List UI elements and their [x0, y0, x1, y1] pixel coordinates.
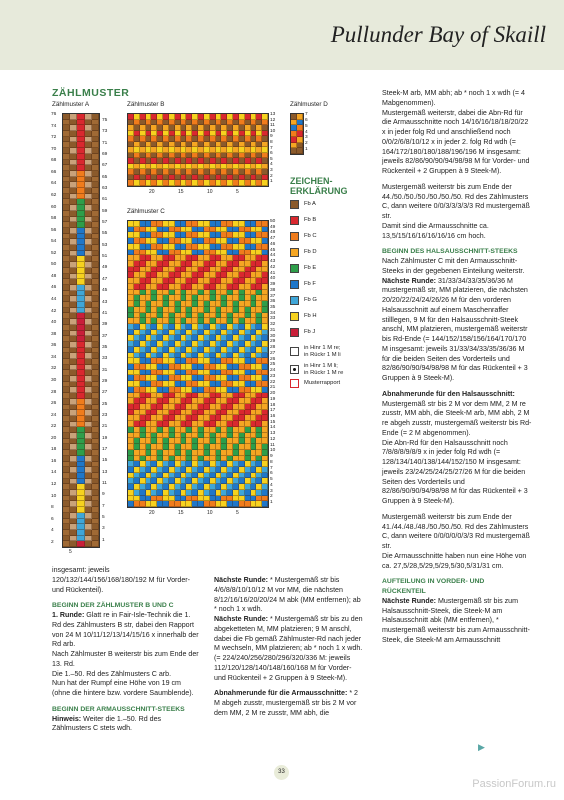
axis-number: 30	[51, 377, 57, 383]
paragraph: Die Armausschnitte haben nun eine Höhe von ca. 27,5/28,5/29,5/29,5/30,5/31/31 cm.	[382, 551, 527, 570]
paragraph: Abnahmerunde für die Armausschnitte: * 2 M abgeh zusstr, mustergemäß str bis 2 M vor dem MM, 2 M re zusstr, MM abh, die	[214, 689, 359, 717]
axis-number: 75	[102, 118, 108, 123]
axis-number: 50	[270, 219, 276, 224]
axis-number: 46	[51, 285, 57, 291]
paragraph: Die 1.–50. Rd des Zählmusters C arb.	[52, 669, 172, 678]
axis-number: 40	[270, 276, 276, 282]
repeat-frame-icon	[290, 379, 299, 388]
axis-number: 7	[102, 503, 105, 509]
axis-number: 47	[102, 276, 108, 282]
axis-number: 61	[102, 197, 108, 203]
axis-number: 4	[51, 528, 54, 534]
axis-number: 6	[51, 516, 54, 522]
legend-label: Fb E	[304, 265, 317, 272]
label-chart-d: Zählmuster D	[290, 101, 328, 108]
color-swatch-icon	[290, 200, 299, 209]
legend-item	[290, 264, 316, 273]
legend-label: Fb D	[304, 249, 317, 256]
axis-number: 15	[270, 419, 276, 425]
axis-number: 58	[51, 216, 57, 222]
legend-label: Fb A	[304, 201, 316, 208]
axis-number: 71	[102, 140, 108, 146]
axis-number: 57	[102, 220, 108, 226]
axis-number: 20	[270, 391, 276, 397]
axis-number: 13	[102, 469, 108, 475]
axis-number: 8	[51, 505, 54, 511]
text-column-2	[214, 576, 364, 725]
axis-number: 5	[270, 477, 273, 483]
chart-c-grid	[127, 220, 269, 508]
axis-number: 43	[270, 259, 276, 265]
axis-number: 29	[270, 339, 276, 345]
axis-number: 6	[305, 117, 308, 123]
axis-number: 51	[102, 254, 108, 260]
legend-item	[290, 248, 317, 257]
axis-number: 23	[270, 373, 276, 379]
color-swatch-icon	[290, 280, 299, 289]
legend-label: Fb F	[304, 281, 316, 288]
axis-number: 31	[102, 367, 108, 373]
axis-number: 7	[305, 112, 308, 117]
chart-b-row-numbers	[270, 113, 275, 185]
axis-number: 33	[270, 316, 276, 322]
axis-number: 1	[102, 537, 105, 543]
heading-aufteilung: AUFTEILUNG IN VORDER- UND RÜCKENTEIL	[382, 578, 485, 595]
axis-number: 5	[305, 123, 308, 129]
color-swatch-icon	[290, 216, 299, 225]
axis-number: 62	[51, 192, 57, 198]
paragraph: Nach Zählmuster C mit den Armausschnitt-Steeks in der gegebenen Einteilung weiterstr.	[382, 257, 525, 275]
axis-number: 54	[51, 239, 57, 245]
axis-number: 7	[270, 465, 273, 471]
axis-number: 20	[149, 189, 155, 195]
axis-number: 8	[270, 139, 273, 145]
axis-number: 15	[102, 458, 108, 464]
axis-number: 50	[51, 262, 57, 268]
axis-number: 12	[270, 117, 276, 123]
axis-number: 2	[270, 494, 273, 500]
axis-number: 37	[270, 293, 276, 299]
axis-number: 11	[102, 481, 107, 486]
paragraph: Steek-M arb, MM abh; ab * noch 1 x wdh (= 4 Mabgenommen).	[382, 89, 525, 107]
axis-number: 27	[102, 390, 108, 396]
axis-number: 27	[270, 350, 276, 356]
axis-number: 9	[270, 454, 273, 460]
axis-number: 13	[270, 431, 276, 437]
axis-number: 10	[207, 510, 213, 516]
axis-number: 63	[102, 186, 108, 192]
empty-square-icon	[290, 347, 299, 356]
paragraph: Nächste Runde: Mustergemäß str bis zum Halsausschnitt-Steek, die Steek-M am Halsausschnitt abk (MM entfernen), * mustergemäß weiterstr bis zum Armausschnitt-Steek, die Steek-M am Armausschnitt	[382, 596, 530, 644]
axis-number: 20	[51, 435, 57, 441]
chart-b-grid	[127, 113, 269, 187]
chart-a-row-numbers-right	[102, 119, 107, 544]
page-number: 33	[274, 765, 289, 780]
axis-number: 5	[236, 510, 239, 516]
continue-arrow-icon: ▶	[478, 742, 485, 752]
axis-number: 12	[51, 482, 57, 487]
section-title-zaehlmuster: ZÄHLMUSTER	[52, 87, 130, 99]
axis-number: 72	[51, 135, 57, 141]
legend-title: ZEICHEN- ERKLÄRUNG	[290, 176, 348, 196]
axis-number: 32	[51, 366, 57, 372]
axis-number: 66	[51, 169, 57, 175]
axis-number: 3	[270, 167, 273, 173]
label-chart-b: Zählmuster B	[127, 101, 165, 108]
chart-a-col-number: 5	[69, 549, 72, 555]
axis-number: 34	[270, 310, 276, 316]
axis-number: 6	[270, 151, 273, 157]
chart-d-grid	[290, 113, 304, 155]
paragraph: Nun hat der Rumpf eine Höhe von 19 cm (ohne die hintere bzw. vordere Saumblende).	[52, 679, 194, 697]
axis-number: 34	[51, 354, 57, 360]
axis-number: 48	[270, 230, 276, 236]
axis-number: 14	[270, 425, 276, 431]
axis-number: 1	[270, 499, 273, 505]
paragraph: Damit sind die Armausschnitte ca. 13,5/15/16/16/16/16/16 cm hoch.	[382, 221, 489, 240]
axis-number: 73	[102, 129, 108, 135]
axis-number: 24	[51, 412, 57, 418]
axis-number: 28	[51, 389, 57, 395]
axis-number: 5	[236, 189, 239, 195]
axis-number: 17	[102, 446, 108, 452]
axis-number: 2	[305, 141, 308, 147]
heading-zaehlmuster-b-c: BEGINN DER ZÄHLMUSTER B UND C	[52, 602, 174, 610]
axis-number: 16	[51, 458, 57, 464]
legend-item	[290, 328, 315, 337]
axis-number: 9	[270, 134, 273, 140]
legend-label: Fb J	[304, 329, 316, 336]
axis-number: 42	[270, 264, 276, 270]
axis-number: 35	[270, 305, 276, 311]
chart-d-row-numbers	[305, 113, 308, 153]
axis-number: 39	[270, 282, 276, 288]
page-title: Pullunder Bay of Skaill	[330, 22, 546, 47]
axis-number: 29	[102, 378, 108, 384]
axis-number: 4	[270, 162, 273, 168]
paragraph: Nächste Runde: * Mustergemäß str bis zu den abgeketteten M, MM platzieren; 9 M anschl, dabei die Fb gemäß Zählmuster-Rd nach jeder M wechseln, MM platzieren; ab * noch 1 x wdh. (= 224/240/256/280/296/320/336 M: jeweils 112/120/128/140/148/160/168 M für Vorder- und Rückenteil + 2 Gruppen à 9 Steek-M).	[214, 615, 363, 682]
legend-item	[290, 232, 317, 241]
axis-number: 43	[102, 299, 108, 305]
axis-number: 2	[270, 173, 273, 179]
axis-number: 13	[270, 112, 276, 117]
paragraph: Mustergemäß weiterstr bis zum Ende der 44./50./50./50./50./50./50. Rd des Zählmusters C, dann weitere 0/0/3/3/3/3/3 Rd mustergemäß str.	[382, 182, 530, 220]
paragraph: Hinweis: Weiter die 1.–50. Rd des Zählmusters C stets wdh.	[52, 714, 162, 733]
dot-square-icon	[290, 365, 299, 374]
chart-c-row-numbers	[270, 220, 275, 506]
paragraph: Mustergemäß weiterstr, dabei die Abn-Rd für die Armausschnitte noch 14/16/16/18/18/20/22 x in jeder folg Rd und anschließend noch 0/0/2/6/8/10/12 x in jeder 2. folg Rd wdh (= 164/172/180/180/188/196/196 M insgesamt: jeweils 82/86/90/90/94/98/98 M für Vorder- und Rückenteil + 2 Gruppen à 9 Steek-M).	[382, 108, 530, 175]
legend-symbol-purl: in Hinr 1 M li; in Rückr 1 M re	[290, 363, 343, 376]
axis-number: 45	[102, 288, 108, 294]
chart-c-col-numbers	[127, 510, 267, 518]
paragraph: Mustergemäß weiterstr bis zum Ende der 41./44./48./48./50./50./50. Rd des Zählmusters C, dann weitere 0/0/0/0/0/3/3 Rd mustergemäß str.	[382, 512, 530, 550]
axis-number: 15	[178, 189, 184, 195]
legend-label: Fb G	[304, 297, 317, 304]
axis-number: 32	[270, 322, 276, 328]
axis-number: 11	[270, 123, 275, 129]
axis-number: 23	[102, 412, 108, 418]
heading-armausschnitt-steeks: BEGINN DER ARMAUSSCHNITT-STEEKS	[52, 705, 185, 713]
axis-number: 5	[270, 156, 273, 162]
axis-number: 3	[305, 135, 308, 141]
axis-number: 15	[178, 510, 184, 516]
axis-number: 7	[270, 145, 273, 151]
axis-number: 55	[102, 231, 108, 237]
axis-number: 46	[270, 241, 276, 247]
axis-number: 59	[102, 208, 108, 214]
axis-number: 44	[270, 253, 276, 259]
axis-number: 17	[270, 408, 276, 414]
axis-number: 53	[102, 242, 108, 248]
axis-number: 18	[51, 447, 57, 453]
paragraph: 1. Runde: Glatt re in Fair-Isle-Technik die 1. Rd des Zählmusters B str, dabei den Rapport von 24 M 10/11/12/13/14/15/16 x innerhalb der Rd arb.	[52, 611, 199, 649]
axis-number: 65	[102, 174, 108, 180]
axis-number: 21	[102, 424, 108, 430]
axis-number: 49	[102, 265, 108, 271]
axis-number: 20	[149, 510, 155, 516]
axis-number: 19	[102, 435, 108, 441]
axis-number: 2	[51, 539, 54, 545]
chart-b-col-numbers	[127, 189, 267, 197]
paragraph: Abnahmerunde für den Halsausschnitt: Mustergemäß str bis 2 M vor dem MM, 2 M re zusstr, MM abh, die Steek-M arb, MM abh, 2 M re abgeh zusstr, mustergemäß weiterstr bis Rd-Ende (= 2 M abgenommen).	[382, 389, 532, 437]
paragraph: insgesamt: jeweils 120/132/144/156/168/180/192 M für Vorder- und Rückenteil).	[52, 566, 191, 594]
axis-number: 48	[51, 273, 57, 279]
axis-number: 52	[51, 250, 57, 256]
axis-number: 10	[207, 189, 213, 195]
axis-number: 3	[270, 488, 273, 494]
legend-item	[290, 200, 316, 209]
axis-number: 10	[270, 448, 276, 454]
axis-number: 25	[270, 362, 276, 368]
paragraph: Nach Zählmuster B weiterstr bis zum Ende der 13. Rd.	[52, 650, 199, 668]
color-swatch-icon	[290, 232, 299, 241]
axis-number: 76	[51, 112, 57, 117]
paragraph: Nächste Runde: 31/33/34/33/35/36/36 M mustergemäß str, MM platzieren, die nächsten 20/20/22/24/24/26/26 M für den vorderen Halsausschnitt auf einem Maschenraffer stilllegen, 9 M für den Halsausschnitt-Steek anschl, MM platzieren, mustergemäß weiterstr bis Rd-Ende (= 144/152/158/156/164/170/170 M insgesamt: jeweils 31/33/34/33/35/36/36 M für die beiden Seiten des Vorderteils und 82/86/90/90/94/98/98 M für das Rückenteil + 3 Gruppen à 9 Steek-M).	[382, 276, 528, 382]
axis-number: 69	[102, 152, 108, 158]
axis-number: 31	[270, 327, 276, 333]
axis-number: 1	[305, 147, 308, 153]
paragraph: Die Abn-Rd für den Halsausschnitt noch 7/8/8/8/9/8/9 x in jeder folg Rd wdh (= 128/134/140/138/144/152/150 M insgesamt: jeweils 23/24/25/24/25/27/26 M für die beiden Seiten des Vorderteils und 82/86/90/90/94/98/98 M für das Rückenteil + 3 Gruppen à 9 Steek-M).	[382, 438, 528, 505]
axis-number: 40	[51, 320, 57, 326]
axis-number: 64	[51, 181, 57, 187]
axis-number: 1	[270, 179, 273, 185]
axis-number: 39	[102, 322, 108, 328]
axis-number: 47	[270, 236, 276, 242]
axis-number: 30	[270, 333, 276, 339]
axis-number: 67	[102, 163, 108, 169]
axis-number: 26	[270, 356, 276, 362]
axis-number: 6	[270, 471, 273, 477]
color-swatch-icon	[290, 328, 299, 337]
axis-number: 21	[270, 385, 276, 391]
label-chart-c: Zählmuster C	[127, 208, 165, 215]
legend-label: Fb C	[304, 233, 317, 240]
axis-number: 4	[270, 482, 273, 488]
axis-number: 41	[270, 270, 276, 276]
axis-number: 24	[270, 368, 276, 374]
legend-item	[290, 312, 317, 321]
axis-number: 60	[51, 204, 57, 210]
axis-number: 56	[51, 227, 57, 233]
axis-number: 25	[102, 401, 108, 407]
axis-number: 9	[102, 492, 105, 498]
axis-number: 10	[51, 493, 57, 499]
color-swatch-icon	[290, 296, 299, 305]
axis-number: 10	[270, 128, 276, 134]
axis-number: 5	[102, 515, 105, 521]
axis-number: 3	[102, 526, 105, 532]
axis-number: 19	[270, 396, 276, 402]
axis-number: 33	[102, 356, 108, 362]
legend-symbol-repeat: Musterrapport	[290, 379, 340, 388]
axis-number: 70	[51, 146, 57, 152]
axis-number: 36	[51, 343, 57, 349]
legend-item	[290, 296, 317, 305]
axis-number: 68	[51, 158, 57, 164]
chart-a-row-numbers-left	[51, 113, 56, 546]
axis-number: 45	[270, 247, 276, 253]
heading-halsausschnitt-steeks: BEGINN DES HALSAUSSCHNITT-STEEKS	[382, 248, 518, 256]
watermark: PassionForum.ru	[472, 778, 556, 790]
axis-number: 38	[270, 287, 276, 293]
axis-number: 44	[51, 297, 57, 302]
axis-number: 14	[51, 470, 57, 476]
paragraph: Nächste Runde: * Mustergemäß str bis 4/6/8/8/10/10/12 M vor MM, die nächsten 8/12/16/16/20/20/24 M abk (MM entfernen); ab * noch 1 x wdh.	[214, 576, 361, 614]
axis-number: 26	[51, 401, 57, 407]
axis-number: 18	[270, 402, 276, 408]
legend-symbol-knit: in Hinr 1 M re; in Rückr 1 M li	[290, 345, 341, 358]
axis-number: 49	[270, 224, 276, 230]
axis-number: 4	[305, 129, 308, 135]
legend-item	[290, 280, 316, 289]
axis-number: 28	[270, 345, 276, 351]
color-swatch-icon	[290, 264, 299, 273]
legend-item	[290, 216, 316, 225]
legend-label: Fb H	[304, 313, 317, 320]
axis-number: 16	[270, 413, 276, 419]
label-chart-a: Zählmuster A	[52, 101, 90, 108]
axis-number: 11	[270, 442, 275, 448]
chart-a-grid	[62, 113, 100, 548]
legend-label: Fb B	[304, 217, 317, 224]
axis-number: 37	[102, 333, 108, 339]
text-column-1	[52, 566, 200, 740]
axis-number: 22	[270, 379, 276, 385]
axis-number: 35	[102, 344, 108, 350]
color-swatch-icon	[290, 248, 299, 257]
color-swatch-icon	[290, 312, 299, 321]
axis-number: 22	[51, 424, 57, 430]
axis-number: 36	[270, 299, 276, 305]
axis-number: 74	[51, 123, 57, 129]
text-column-3	[382, 89, 532, 652]
axis-number: 8	[270, 459, 273, 465]
axis-number: 41	[102, 310, 108, 316]
axis-number: 42	[51, 308, 57, 314]
axis-number: 38	[51, 331, 57, 337]
axis-number: 12	[270, 436, 276, 442]
